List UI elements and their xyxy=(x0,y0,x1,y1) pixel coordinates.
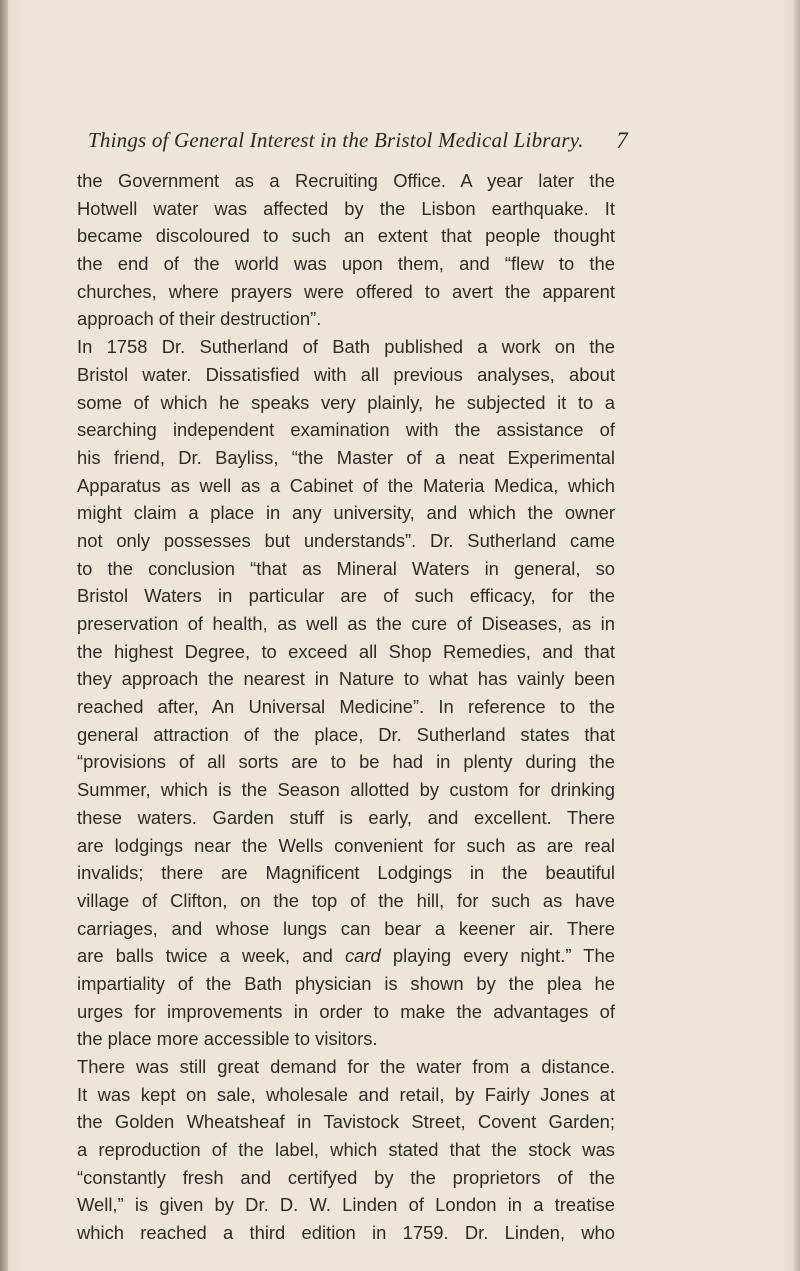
text-line: general attraction of the place, Dr. Sutherland states that xyxy=(77,723,615,745)
italic-word: card xyxy=(344,945,381,967)
text-line: “constantly fresh and certifyed by the proprietors of the xyxy=(77,1166,615,1188)
page-edge xyxy=(794,0,800,1271)
text-line: became discoloured to such an extent that people thought xyxy=(77,225,615,247)
text-line: Bristol water. Dissatisfied with all previous analyses, about xyxy=(77,363,615,385)
text-line-mixed xyxy=(77,942,615,970)
text-line: might claim a place in any university, and which the owner xyxy=(77,502,615,524)
text-line: which reached a third edition in 1759. Dr. Linden, who xyxy=(77,1222,615,1244)
page-number: 7 xyxy=(616,128,628,153)
text-line: they approach the nearest in Nature to what has vainly been xyxy=(77,668,615,690)
text-line: the Government as a Recruiting Office. A year later the xyxy=(77,170,615,191)
text-line: invalids; there are Magnificent Lodgings in the beautiful xyxy=(77,862,615,884)
text-line: the place more accessible to visitors. xyxy=(77,1028,378,1050)
page-spine-shadow xyxy=(0,0,8,1271)
body-text xyxy=(77,167,615,1247)
text-line: some of which he speaks very plainly, he subjected it to a xyxy=(77,391,615,413)
text-line: approach of their destruction”. xyxy=(77,308,322,330)
text-line: urges for improvements in order to make the advantages of xyxy=(77,1000,615,1022)
text-segment: playing every night.” xyxy=(392,945,572,967)
text-line: Hotwell water was affected by the Lisbon earthquake. It xyxy=(77,197,615,219)
text-line: searching independent examination with the assistance of xyxy=(77,419,615,441)
text-line: are lodgings near the Wells convenient for such as are real xyxy=(77,834,615,856)
text-line: a reproduction of the label, which stated that the stock was xyxy=(77,1139,615,1161)
text-line: the Golden Wheatsheaf in Tavistock Street, Covent Garden; xyxy=(77,1111,615,1133)
text-line: impartiality of the Bath physician is shown by the plea he xyxy=(77,972,615,994)
text-line: Summer, which is the Season allotted by custom for drinking xyxy=(77,779,615,801)
text-line: churches, where prayers were offered to avert the apparent xyxy=(77,280,615,302)
text-line: Bristol Waters in particular are of such efficacy, for the xyxy=(77,585,615,607)
text-line: reached after, An Universal Medicine”. In reference to the xyxy=(77,696,615,718)
running-header xyxy=(88,128,628,158)
text-line: not only possesses but understands”. Dr. Sutherland came xyxy=(77,529,615,551)
text-segment: are balls twice a week, and xyxy=(77,945,333,967)
running-title: Things of General Interest in the Bristol Medical Library. xyxy=(88,128,584,152)
text-line: carriages, and whose lungs can bear a keener air. There xyxy=(77,917,615,939)
text-line: these waters. Garden stuff is early, and excellent. There xyxy=(77,806,615,828)
text-line: village of Clifton, on the top of the hill, for such as have xyxy=(77,889,615,911)
text-line: to the conclusion “that as Mineral Waters in general, so xyxy=(77,557,615,579)
text-line: It was kept on sale, wholesale and retail, by Fairly Jones at xyxy=(77,1083,615,1105)
text-line: There was still great demand for the water from a distance. xyxy=(77,1056,615,1077)
text-line: the highest Degree, to exceed all Shop Remedies, and that xyxy=(77,640,615,662)
text-line: the end of the world was upon them, and “flew to the xyxy=(77,253,615,275)
text-line: preservation of health, as well as the cure of Diseases, as in xyxy=(77,613,615,634)
text-line: In 1758 Dr. Sutherland of Bath published a work on the xyxy=(77,336,615,358)
text-segment: The xyxy=(583,945,615,967)
text-line: his friend, Dr. Bayliss, “the Master of a neat Experimental xyxy=(77,446,615,468)
text-line: “provisions of all sorts are to be had in plenty during the xyxy=(77,751,615,773)
text-line: Well,” is given by Dr. D. W. Linden of London in a treatise xyxy=(77,1194,615,1216)
text-line: Apparatus as well as a Cabinet of the Materia Medica, which xyxy=(77,474,615,496)
